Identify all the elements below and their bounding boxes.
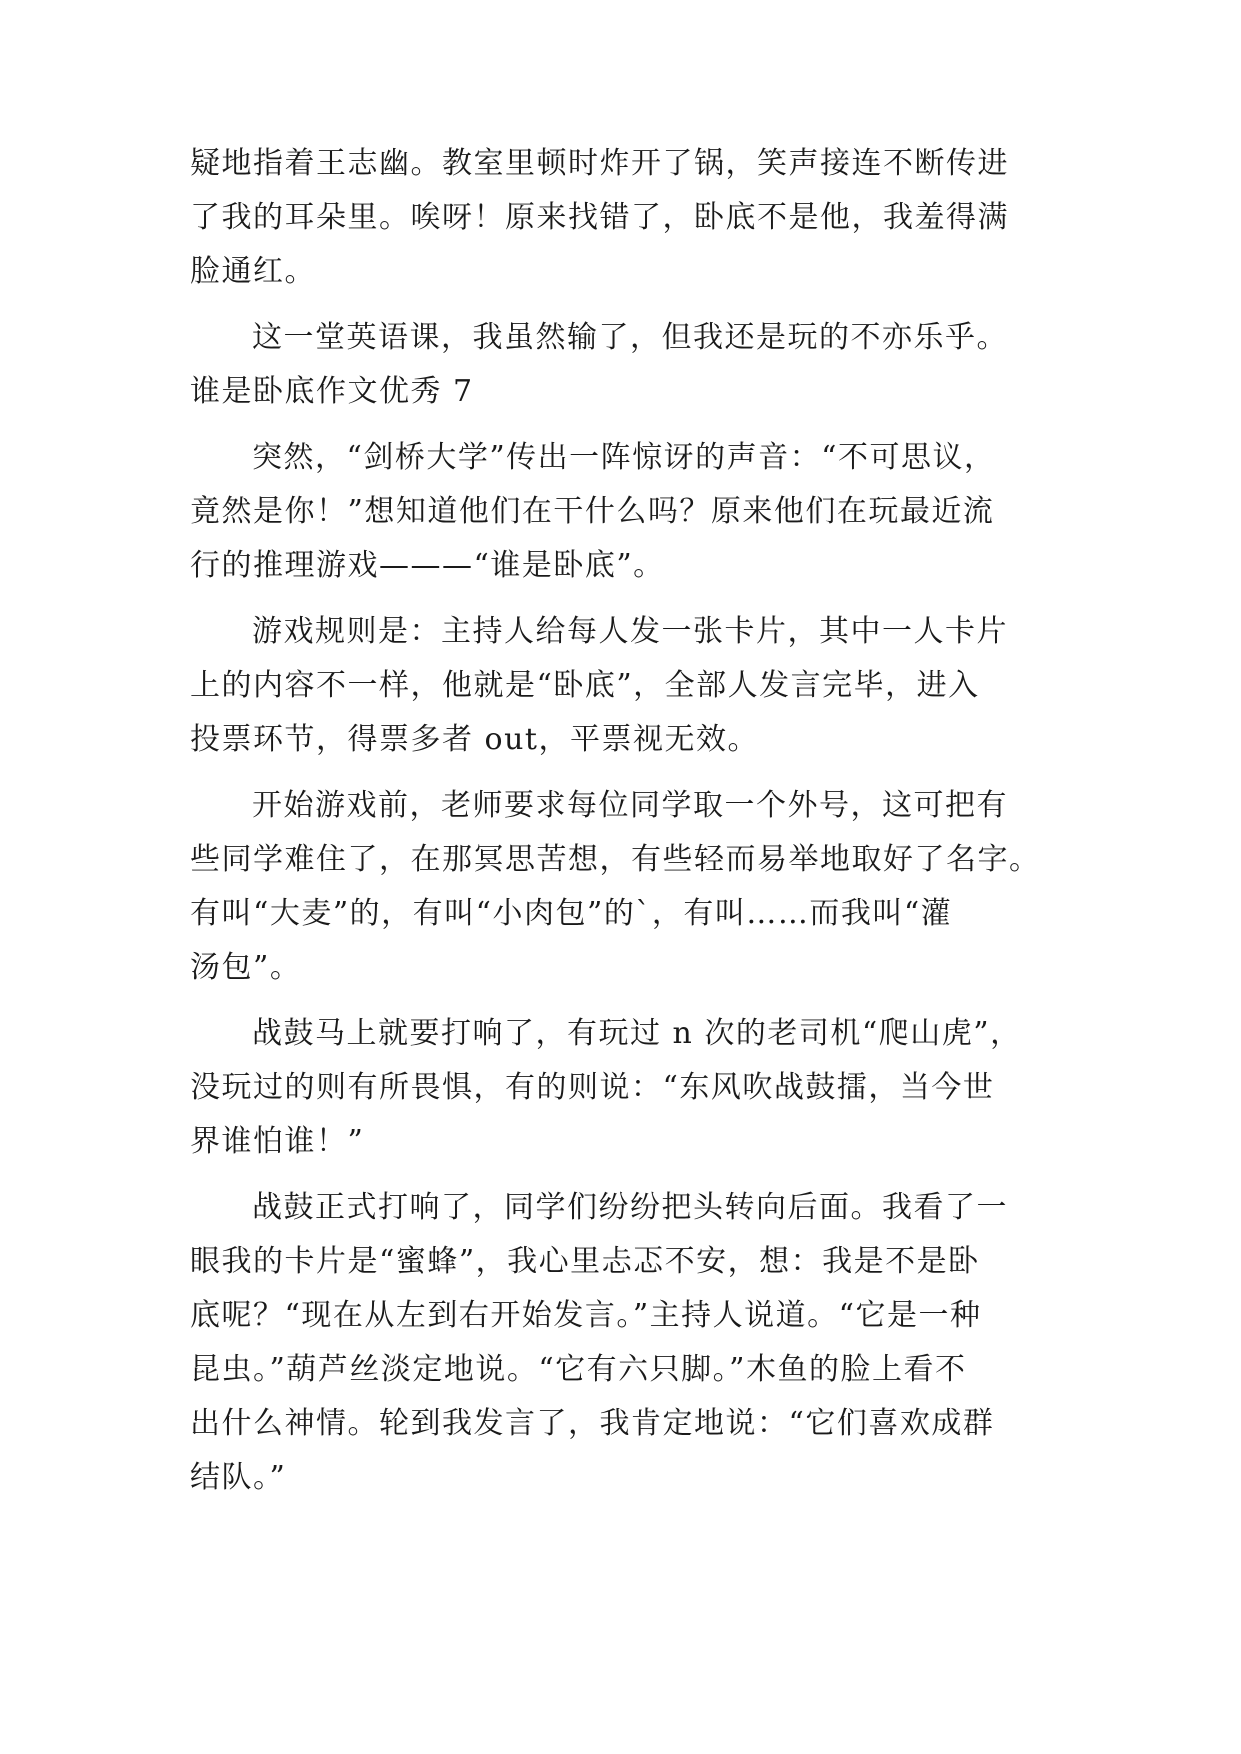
paragraph-line: 开始游戏前，老师要求每位同学取一个外号，这可把有: [252, 788, 1008, 823]
text-line: 没玩过的则有所畏惧，有的则说：“东风吹战鼓擂，当今世: [190, 1070, 995, 1105]
text-line: 有叫“大麦”的，有叫“小肉包”的`，有叫……而我叫“灌: [190, 896, 953, 931]
text-line: 底呢？“现在从左到右开始发言。”主持人说道。“它是一种: [190, 1298, 982, 1333]
paragraph-line: 战鼓马上就要打响了，有玩过 n 次的老司机“爬山虎”，: [252, 1016, 1022, 1051]
text-line: 行的推理游戏———“谁是卧底”。: [190, 548, 665, 583]
text-line: 汤包”。: [190, 950, 302, 985]
text-line: 了我的耳朵里。唉呀！原来找错了，卧底不是他，我羞得满: [190, 200, 1009, 235]
paragraph-line: 突然，“剑桥大学”传出一阵惊讶的声音：“不可思议，: [252, 440, 996, 475]
text-line: 疑地指着王志幽。教室里顿时炸开了锅，笑声接连不断传进: [190, 146, 1009, 181]
paragraph-line: 游戏规则是：主持人给每人发一张卡片，其中一人卡片: [252, 614, 1008, 649]
text-line: 上的内容不一样，他就是“卧底”，全部人发言完毕，进入: [190, 668, 980, 703]
text-line: 竟然是你！”想知道他们在干什么吗？原来他们在玩最近流: [190, 494, 995, 529]
text-line: 些同学难住了，在那冥思苦想，有些轻而易举地取好了名字。: [190, 842, 1041, 877]
text-line: 投票环节，得票多者 out，平票视无效。: [190, 722, 759, 757]
paragraph-line: 战鼓正式打响了，同学们纷纷把头转向后面。我看了一: [252, 1190, 1008, 1225]
text-line: 界谁怕谁！”: [190, 1124, 365, 1159]
text-line: 昆虫。”葫芦丝淡定地说。“它有六只脚。”木鱼的脸上看不: [190, 1352, 967, 1387]
text-line: 眼我的卡片是“蜜蜂”，我心里忐忑不安，想：我是不是卧: [190, 1244, 980, 1279]
section-heading: 谁是卧底作文优秀 7: [190, 374, 474, 409]
text-line: 脸通红。: [190, 254, 316, 289]
text-line: 出什么神情。轮到我发言了，我肯定地说：“它们喜欢成群: [190, 1406, 995, 1441]
paragraph-line: 这一堂英语课，我虽然输了，但我还是玩的不亦乐乎。: [252, 320, 1008, 355]
text-line: 结队。”: [190, 1460, 287, 1495]
